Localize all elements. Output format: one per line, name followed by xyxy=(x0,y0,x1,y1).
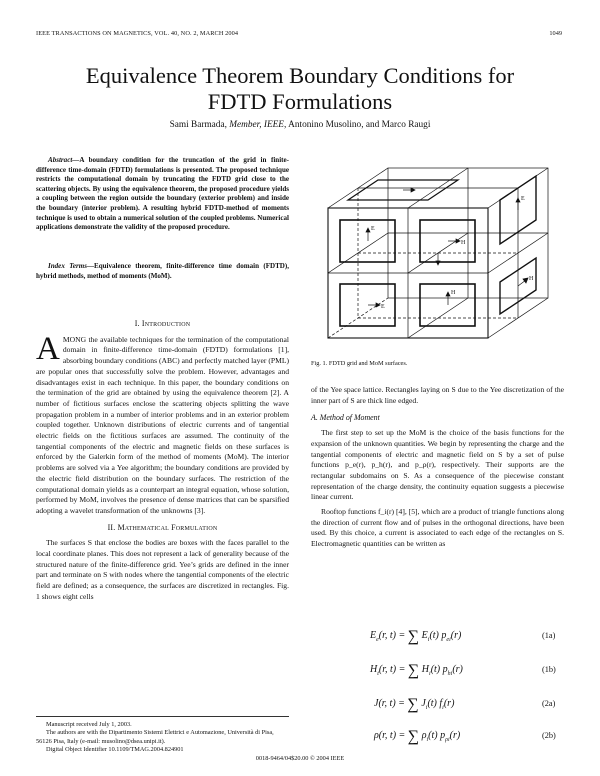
equation-2b: ρ(r, t) = ∑ $\rho_i(t)$ $p_{\rho i}(r)$ xyxy=(374,728,461,745)
author-1-role: Member, IEEE xyxy=(229,120,284,130)
index-terms-text: Equivalence theorem, finite-difference time domain (FDTD), hybrid methods, method of moments (MoM). xyxy=(36,262,289,280)
equation-2a: J(r, t) = ∑ $J_i(t)$ $f_i(r)$ xyxy=(374,696,455,713)
svg-text:E: E xyxy=(521,196,525,202)
mom-rectangle xyxy=(420,220,475,262)
footnote-doi: Digital Object Identifier 10.1109/TMAG.2004.824901 xyxy=(46,746,184,754)
abstract-label: Abstract— xyxy=(48,156,80,164)
other-authors: , Antonino Musolino, and Marco Raugi xyxy=(283,120,431,130)
figure-caption: Fig. 1. FDTD grid and MoM surfaces. xyxy=(311,360,408,367)
eq-label-1a: (1a) xyxy=(542,631,556,640)
eq-label-1b: (1b) xyxy=(542,665,556,674)
abstract xyxy=(36,156,289,233)
author-list xyxy=(0,120,600,130)
svg-text:E: E xyxy=(381,304,385,310)
svg-text:H: H xyxy=(529,276,534,282)
page-number: 1049 xyxy=(549,30,562,37)
abstract-text: A boundary condition for the truncation of the grid in finite-difference time-domain (FDTD) formulations is presented. The proposed technique restricts the computational domain by truncating the FDTD grid close to the scattering objects. By using the equivalence theorem, the proposed procedure yields a coupling between the region outside the boundary (exterior problem) and inside the boundary (interior problem). A resulting hybrid FDTD-method of moments technique is used to obtain a numerical solution of the coupled problems. Numerical applications demonstrate the validity of the proposed procedure. xyxy=(36,156,289,232)
svg-text:H: H xyxy=(461,240,466,246)
running-header: IEEE TRANSACTIONS ON MAGNETICS, VOL. 40, NO. 2, MARCH 2004 xyxy=(36,30,239,37)
fdtd-grid-figure xyxy=(318,160,564,350)
section-introduction xyxy=(36,319,289,603)
footnote-affiliation: The authors are with the Dipartimento Sistemi Elettrici e Automazione, Università di Pisa, 56126 Pisa, Italy (e-mail: musolino@dsea.unipi.it). xyxy=(36,729,274,745)
mom-paragraph-1: The first step to set up the MoM is the choice of the basis functions for the expansion of the unknown quantities. We begin by representing the charge and the tangential components of electric and magnetic field on S by a set of pulse functions p_e(r), p_h(r), and p_ρ(r), respectively. Their supports are the rectangular subdomains on S. As a consequence of the piecewise constant representation of the charge density, the continuity equation suggests a piecewise linear current. xyxy=(311,428,564,502)
figure-continuation-paragraph: of the Yee space lattice. Rectangles laying on S due to the Yee discretization of the inner part of S are thick line edged. xyxy=(311,385,564,405)
svg-text:E: E xyxy=(371,226,375,232)
intro-paragraph: AMONG the available techniques for the termination of the computational domain in finite-difference time-domain (FDTD) formulations [1], absorbing boundary conditions (ABC) and perfectly matched layer (PML) are popular ones that successfully solve the problem. However, advantages and disadvantages exist in each technique. In this paper, the boundary conditions on the termination of the grid are obtained by using the equivalence theorem [2]. A number of fictitious surfaces enclose the scattering objects splitting the wave propagation problem in a number of interior problems and in an exterior problem coupled together. Unknown distributions of electric currents and of tangential electric fields on the fictitious surfaces are assumed. The continuity of the tangential components of the electric and magnetic fields on these surfaces is enforced by the Galerkin form of the method of moments (MoM). The interior problems are solved via a Yee algorithm; the boundary conditions are provided by the electric field distribution on the boundary surfaces. The restriction of the computational domain yields as a counterpart an integral equation, whose solution, performed by MoM, involves the presence of dense matrices that can be sparsified adopting a wavelet transformation of the unknowns [3]. xyxy=(36,330,289,515)
formulation-paragraph: The surfaces S that enclose the bodies are boxes with the faces parallel to the local coordinate planes. This does not represent a lack of generality because of the structured nature of the finite-difference grid. Yee’s grids are defined in the inner part and terminate on S with nodes where the tangential components of the electric field are defined; as a consequence, the surfaces are discretized in rectangles. Fig. 1 shows eight cells xyxy=(36,538,289,601)
eq-label-2b: (2b) xyxy=(542,731,556,740)
footnotes xyxy=(36,721,289,755)
index-terms xyxy=(36,262,289,281)
section-1-heading: I. Introduction xyxy=(134,319,191,328)
mom-rectangle xyxy=(340,284,395,326)
mom-paragraph-2: Rooftop functions f_i(r) [4], [5], which are a product of triangle functions along the direction of current flow and of pulses in the orthogonal directions, have been used. By this choice, a current is associated to each edge of the rectangles on S. Electromagnetic quantities can be written as xyxy=(311,507,564,549)
equation-1a: $E_e(r$, t) = ∑ $E_i(t)$ $p_{ei}(r)$ xyxy=(370,628,462,645)
mom-rectangle xyxy=(420,284,475,326)
footnote-received: Manuscript received July 1, 2003. xyxy=(46,721,132,728)
right-column-text xyxy=(311,385,564,550)
section-2-heading: II. Mathematical Formulation xyxy=(107,522,218,532)
subsection-heading: A. Method of Moment xyxy=(311,413,380,423)
index-terms-label: Index Terms— xyxy=(48,262,95,270)
author-1: Sami Barmada, xyxy=(169,120,227,130)
copyright-footer: 0018-9464/04$20.00 © 2004 IEEE xyxy=(255,755,345,762)
eq-label-2a: (2a) xyxy=(542,699,556,708)
equation-1b: $H_t(r$, t) = ∑ $H_i(t)$ $p_{hi}(r)$ xyxy=(370,662,463,679)
paper-title-line-1: Equivalence Theorem Boundary Conditions for xyxy=(85,63,515,88)
dropcap: A xyxy=(36,330,60,367)
mom-rectangle xyxy=(340,220,395,262)
footnote-rule xyxy=(36,716,289,717)
svg-text:H: H xyxy=(451,290,456,296)
paper-title-line-2: FDTD Formulations xyxy=(207,89,393,114)
